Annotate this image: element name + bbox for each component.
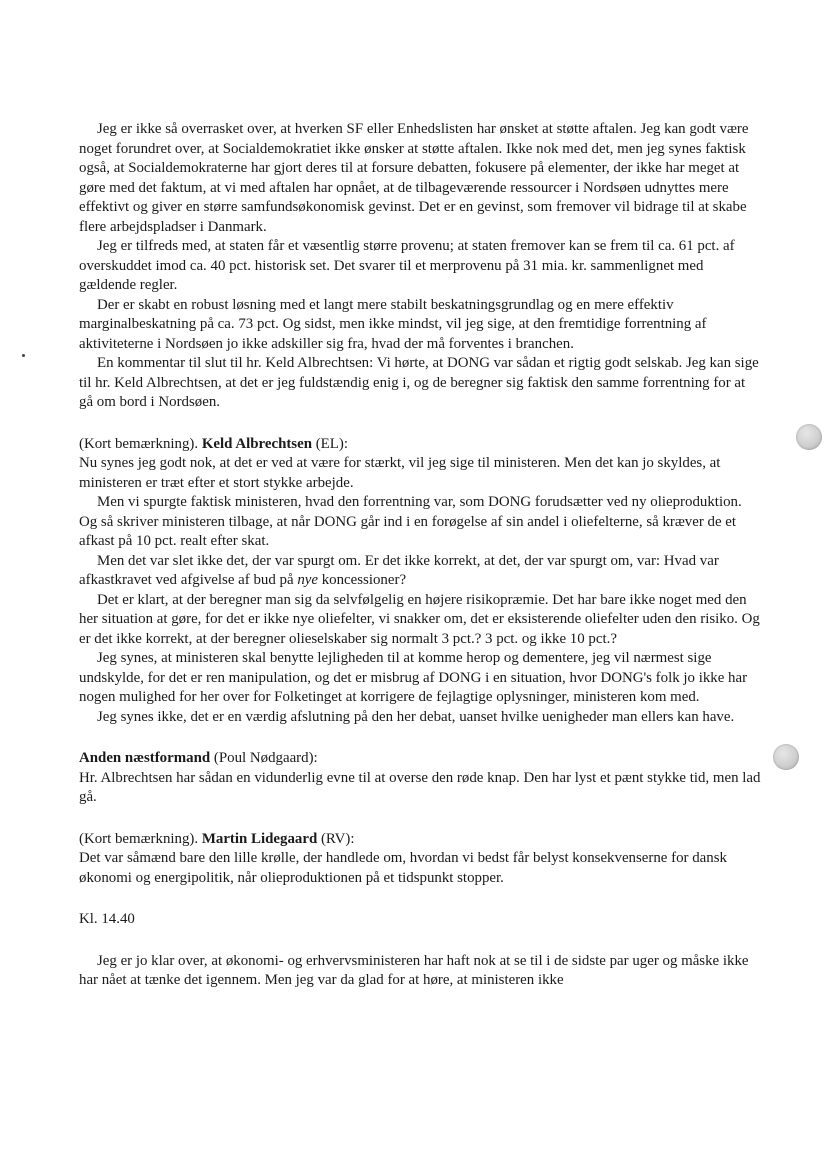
punch-hole-icon [773, 744, 799, 770]
anden-naestformand-remark [79, 749, 761, 808]
document-page [79, 120, 761, 991]
minister-speech [79, 120, 761, 413]
speaker-name: Martin Lidegaard [201, 830, 318, 847]
speaker-heading [79, 749, 761, 769]
scan-speck [22, 354, 25, 357]
speech-paragraph: Det er klart, at der beregner man sig da selvfølgelig en højere risikopræmie. Det har bare ikke noget med den her situation at gøre, for det er ikke nye oliefelter, vi snakker om, det er eksisterende oliefelter uden den risiko. Og er det ikke korrekt, at der beregner olieselskaber sig normalt 3 pct.? 3 pct. og ikke 10 pct.? [79, 591, 760, 647]
speech-paragraph: Hr. Albrechtsen har sådan en vidunderlig evne til at overse den røde knap. Den har lyst et pænt stykke tid, men lad gå. [79, 769, 761, 805]
paragraph-text: Men det var slet ikke det, der var spurgt om. Er det ikke korrekt, at det, der var spurgt om, var: Hvad var afkastkravet ved afgivelse af bud på [79, 552, 719, 588]
keld-albrechtsen-remark [79, 435, 761, 728]
speech-paragraph: Jeg er ikke så overrasket over, at hverken SF eller Enhedslisten har ønsket at støtte aftalen. Jeg kan godt være noget forundret over, at Socialdemokratiet ikke ønsker at støtte aftalen. Ikke nok med det, men jeg synes faktisk også, at Socialdemokraterne har gjort deres til at forsure debatten, fokusere på elementer, der ikke har meget at gøre med det faktum, at vi med aftalen har opnået, at de tilbageværende ressourcer i Nordsøen udnyttes mere effektivt og giver en større samfundsøkonomisk gevinst. Det er en gevinst, som fremover vil bidrage til at skabe flere arbejdspladser i Danmark. [79, 121, 749, 235]
speech-paragraph: Men vi spurgte faktisk ministeren, hvad den forrentning var, som DONG forudsætter ved ny olieproduktion. Og så skriver ministeren tilbage, at når DONG går ind i en forøgelse af sin andel i oliefelterne, så kræver de et afkast på 10 pct. realt efter skat. [79, 494, 742, 549]
martin-lidegaard-remark [79, 830, 761, 889]
speech-paragraph: Jeg er tilfreds med, at staten får et væsentlig større provenu; at staten fremover kan se frem til ca. 61 pct. af overskuddet imod ca. 40 pct. historisk set. Det svarer til et merprovenu på 31 mia. kr. sammenlignet med gældende regler. [79, 238, 735, 293]
speaker-name: Keld Albrechtsen [201, 435, 312, 452]
speaker-party: (Poul Nødgaard): [210, 750, 318, 766]
speech-paragraph: Der er skabt en robust løsning med et langt mere stabilt beskatningsgrundlag og en mere effektiv marginalbeskatning på ca. 73 pct. Og sidst, men ikke mindst, vil jeg sige, at den fremtidige forrentning af aktiviteterne i Nordsøen jo ikke adskiller sig fra, hvad der må forventes i branchen. [79, 296, 707, 352]
remark-prefix: (Kort bemærkning). [79, 435, 202, 452]
speech-paragraph: Jeg synes, at ministeren skal benytte lejligheden til at komme herop og dementere, jeg vil nærmest sige undskylde, for det er ren manipulation, og det er misbrug af DONG i en situation, hvor DONG's folk jo ikke har nogen mulighed for her over for Folketinget at korrigere de fejlagtige oplysninger, ministeren kom med. [79, 650, 748, 705]
emphasis-text: nye [297, 572, 318, 588]
speaker-heading [79, 830, 761, 850]
speech-paragraph: Nu synes jeg godt nok, at det er ved at være for stærkt, vil jeg sige til ministeren. Men det kan jo skyldes, at ministeren er træt efter et stort stykke arbejde. [79, 455, 721, 491]
punch-hole-icon [796, 424, 822, 450]
speech-paragraph [79, 552, 761, 591]
speech-paragraph: Det var såmænd bare den lille krølle, der handlede om, hvordan vi bedst får belyst konsekvenserne for dansk økonomi og energipolitik, når olieproduktionen på et tidspunkt stopper. [79, 850, 727, 886]
remark-prefix: (Kort bemærkning). [79, 830, 202, 847]
speaker-party: (RV): [317, 830, 355, 847]
speech-paragraph: Jeg er jo klar over, at økonomi- og erhvervsministeren har haft nok at se til i de sidste par uger og måske ikke har nået at tænke det igennem. Men jeg var da glad for at høre, at ministeren ikke [79, 952, 749, 988]
paragraph-text: koncessioner? [317, 572, 407, 588]
speech-paragraph: Jeg synes ikke, det er en værdig afslutning på den her debat, uanset hvilke uenigheder man ellers kan have. [97, 708, 735, 725]
speech-paragraph: En kommentar til slut til hr. Keld Albrechtsen: Vi hørte, at DONG var sådan et rigtig godt selskab. Jeg kan sige til hr. Keld Albrechtsen, at det er jeg fuldstændig enig i, og de beregner sig faktisk den samme forrentning for at gå om bord i Nordsøen. [79, 355, 759, 410]
speaker-name: Anden næstformand [79, 750, 211, 766]
timestamp: Kl. 14.40 [79, 911, 135, 927]
speaker-party: (EL): [312, 435, 348, 452]
speaker-heading [79, 435, 761, 455]
